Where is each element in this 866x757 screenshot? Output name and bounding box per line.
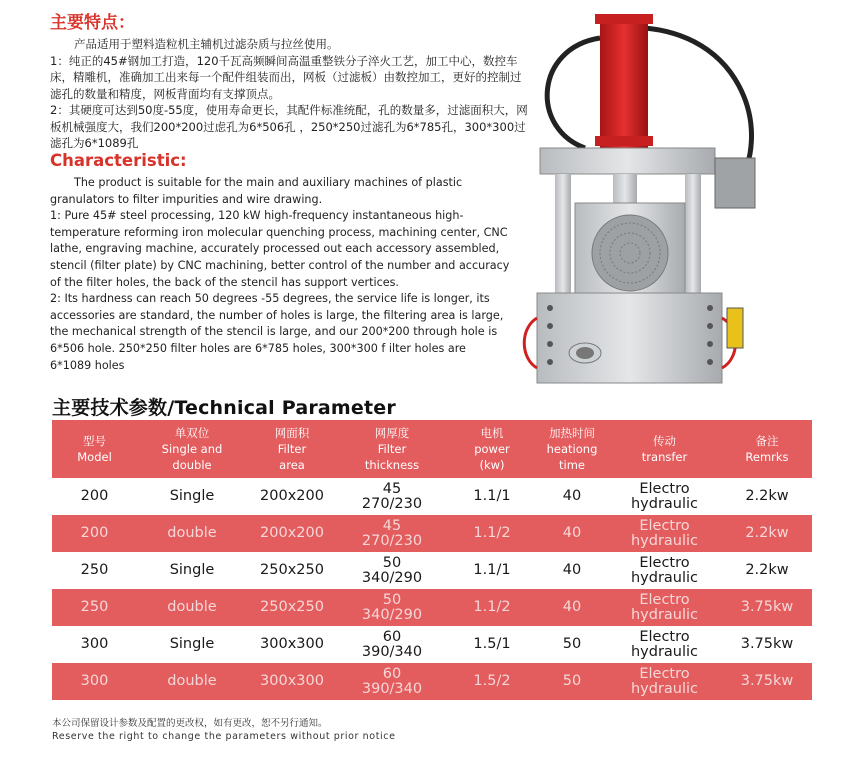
table-header-row	[52, 420, 812, 478]
cell-model: 200	[80, 488, 109, 504]
cell-power: 1.5/1	[473, 636, 511, 652]
cell-transfer: Electro hydraulic	[630, 480, 699, 512]
cell-model: 300	[80, 673, 109, 689]
cell-power: 1.1/1	[473, 488, 511, 504]
cn-paragraph-1: 产品适用于塑料造粒机主辅机过滤杂质与拉丝使用。	[74, 37, 339, 51]
cell-type: double	[167, 525, 217, 541]
cell-remark: 2.2kw	[745, 488, 789, 504]
cell-area: 300x300	[260, 636, 324, 652]
parameter-table	[52, 420, 812, 700]
cell-model: 250	[80, 599, 109, 615]
header-transfer: 传动 transfer	[641, 434, 688, 464]
header-remarks: 备注 Remrks	[745, 434, 789, 464]
header-power: 电机 power (kw)	[474, 426, 510, 472]
cell-time: 40	[562, 488, 582, 504]
cell-transfer: Electro hydraulic	[630, 628, 699, 660]
cell-transfer: Electro hydraulic	[630, 554, 699, 586]
cell-model: 200	[80, 525, 109, 541]
cell-type: double	[167, 599, 217, 615]
cell-type: double	[167, 673, 217, 689]
cell-thickness: 50 340/290	[361, 591, 423, 623]
table-row	[52, 478, 812, 515]
cell-thickness: 60 390/340	[361, 628, 423, 660]
cell-time: 40	[562, 599, 582, 615]
header-heating-time: 加热时间 heationg time	[546, 426, 598, 472]
cell-area: 200x200	[260, 488, 324, 504]
cell-time: 50	[562, 636, 582, 652]
disclaimer-english: Reserve the right to change the parameters without prior notice	[52, 731, 396, 742]
cell-time: 40	[562, 525, 582, 541]
chinese-features-title: 主要特点：	[50, 13, 135, 33]
cell-thickness: 45 270/230	[361, 480, 423, 512]
cell-type: Single	[169, 562, 215, 578]
cell-time: 40	[562, 562, 582, 578]
cell-area: 250x250	[260, 599, 324, 615]
cell-model: 300	[80, 636, 109, 652]
cell-thickness: 60 390/340	[361, 665, 423, 697]
cell-time: 50	[562, 673, 582, 689]
hydraulic-cylinder	[600, 18, 648, 148]
cell-power: 1.1/1	[473, 562, 511, 578]
table-row	[52, 626, 812, 663]
chinese-features-body	[50, 36, 530, 152]
table-row	[52, 589, 812, 626]
cell-model: 250	[80, 562, 109, 578]
table-row	[52, 515, 812, 552]
en-paragraph-1: The product is suitable for the main and auxiliary machines of plastic granulators to filter impurities and wire drawing.	[50, 176, 463, 206]
cell-area: 250x250	[260, 562, 324, 578]
cell-thickness: 45 270/230	[361, 517, 423, 549]
disclaimer-chinese: 本公司保留设计参数及配置的更改权，如有更改，恕不另行通知。	[52, 718, 328, 729]
cell-area: 300x300	[260, 673, 324, 689]
table-row	[52, 663, 812, 700]
characteristic-title: Characteristic:	[50, 151, 187, 170]
cell-power: 1.1/2	[473, 525, 511, 541]
cell-transfer: Electro hydraulic	[630, 517, 699, 549]
en-paragraph-2: 1: Pure 45# steel processing, 120 kW high-frequency instantaneous high-temperature reforming iron molecular quenching process, machining center, CNC lathe, engraving machine, accurately processed out each accessory assembled, stencil (filter plate) by CNC machining, better control of the number and accuracy of the filter holes, the back of the stencil has support vertices.	[50, 209, 510, 289]
cell-remark: 3.75kw	[740, 673, 794, 689]
header-filter-area: 网面积 Filter area	[274, 426, 310, 472]
cn-paragraph-2: 1：纯正的45#钢加工打造，120千瓦高频瞬间高温重整铁分子淬火工艺，加工中心，数控车床，精雕机，准确加工出来每一个配件组装而出，网板（过滤板）由数控加工，更好的控制过滤孔的数量和精度，网板背面均有支撑顶点。	[50, 53, 522, 101]
cell-transfer: Electro hydraulic	[630, 591, 699, 623]
characteristic-body	[50, 175, 510, 374]
cell-remark: 2.2kw	[745, 525, 789, 541]
table-row	[52, 552, 812, 589]
technical-parameter-title: 主要技术参数/Technical Parameter	[52, 397, 396, 419]
cn-paragraph-3: 2：其硬度可达到50度-55度，使用寿命更长，其配件标准统配，孔的数量多，过滤面积大，网板机械强度大，我们200*200过虑孔为6*506孔 ，250*250过滤孔为6*785孔，300*300过滤孔为6*1089孔	[50, 103, 528, 150]
header-filter-thickness: 网厚度 Filter thickness	[364, 426, 420, 472]
cell-power: 1.5/2	[473, 673, 511, 689]
en-paragraph-3: 2: Its hardness can reach 50 degrees -55 degrees, the service life is longer, its accessories are standard, the number of holes is large, the filtering area is large, the mechanical strength of the stencil is large, and our 200*200 through hole is 6*506 hole. 250*250 filter holes are 6*785 holes, 300*300 f ilter holes are 6*1089 holes	[50, 292, 504, 372]
cell-area: 200x200	[260, 525, 324, 541]
cell-remark: 3.75kw	[740, 636, 794, 652]
screen-changer-machine-photo	[515, 8, 765, 388]
header-single-double: 单双位 Single and double	[161, 426, 223, 472]
cell-transfer: Electro hydraulic	[630, 665, 699, 697]
cell-remark: 3.75kw	[740, 599, 794, 615]
cell-remark: 2.2kw	[745, 562, 789, 578]
cell-power: 1.1/2	[473, 599, 511, 615]
cell-type: Single	[169, 636, 215, 652]
cell-thickness: 50 340/290	[361, 554, 423, 586]
cell-type: Single	[169, 488, 215, 504]
header-model: 型号 Model	[77, 434, 112, 464]
